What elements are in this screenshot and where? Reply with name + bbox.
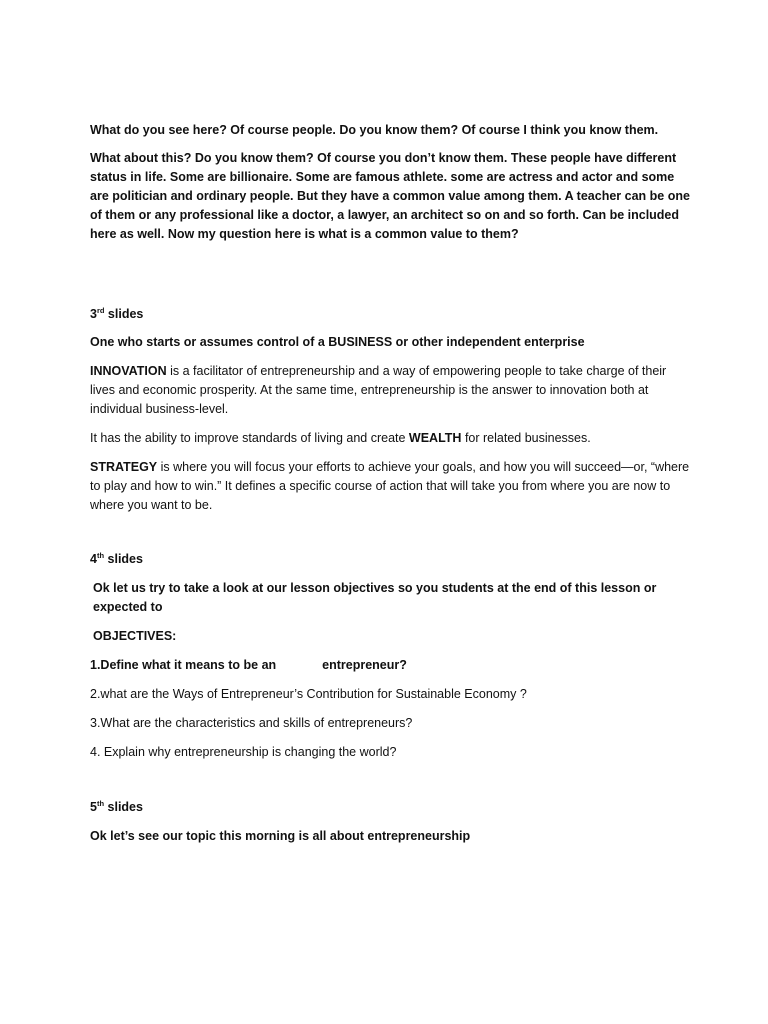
objectives-intro: Ok let us try to take a look at our lesson objectives so you students at the end of this lesson or expected to: [93, 581, 657, 614]
slide-4-label: slides: [104, 552, 143, 566]
wealth-pre: It has the ability to improve standards of living and create: [90, 431, 409, 445]
slide-3-ordinal: rd: [96, 305, 105, 315]
slide-5-label: slides: [104, 800, 143, 814]
topic-paragraph: Ok let’s see our topic this morning is all about entrepreneurship: [90, 829, 471, 843]
slide-5-ordinal: th: [96, 798, 105, 808]
slide-3-heading: [90, 305, 690, 324]
objectives-heading: OBJECTIVES:: [93, 629, 177, 643]
document-body: [90, 121, 690, 846]
objective-4: 4. Explain why entrepreneurship is changing the world?: [90, 745, 397, 759]
business-post: or other independent enterprise: [392, 335, 585, 349]
slide-5-number: 5: [90, 800, 97, 814]
intro-paragraph-2: What about this? Do you know them? Of course you don’t know them. These people have different status in life. Some are billionaire. Some are famous athlete. some are actress and actor and some are politician and ordinary people. But they have a common value among them. A teacher can be one of them or any professional like a doctor, a lawyer, an architect so on and so forth. Can be included here as well. Now my question here is what is a common value to them?: [90, 151, 690, 241]
objective-3: 3.What are the characteristics and skills of entrepreneurs?: [90, 716, 413, 730]
business-keyword: BUSINESS: [328, 335, 393, 349]
strategy-keyword: STRATEGY: [90, 460, 158, 474]
strategy-text: is where you will focus your efforts to achieve your goals, and how you will succeed—or, “where to play and how to win.” It defines a specific course of action that will take you from where you are now to where you want to be.: [90, 460, 690, 512]
intro-paragraph-1: What do you see here? Of course people. Do you know them? Of course I think you know them.: [90, 123, 659, 137]
strategy-paragraph: [90, 458, 690, 515]
slide-4-heading: [90, 550, 690, 569]
slide-5-heading: [90, 798, 690, 817]
slide-3-number: 3: [90, 307, 97, 321]
innovation-paragraph: [90, 362, 690, 419]
wealth-keyword: WEALTH: [408, 431, 462, 445]
objective-2: 2.what are the Ways of Entrepreneur’s Contribution for Sustainable Economy ?: [90, 687, 527, 701]
objective-1-end: entrepreneur?: [322, 658, 407, 672]
innovation-text: is a facilitator of entrepreneurship and a way of empowering people to take charge of their lives and economic prosperity. At the same time, entrepreneurship is the answer to innovation both at individual business-level.: [90, 364, 667, 416]
objective-1: [90, 656, 690, 675]
slide-4-number: 4: [90, 552, 97, 566]
wealth-paragraph: [90, 429, 690, 448]
wealth-post: for related businesses.: [461, 431, 591, 445]
business-pre: One who starts or assumes control of a: [90, 335, 329, 349]
business-definition: [90, 333, 690, 352]
slide-4-ordinal: th: [96, 550, 105, 560]
innovation-keyword: INNOVATION: [90, 364, 167, 378]
objective-1-start: 1.Define what it means to be an: [90, 658, 277, 672]
slide-3-label: slides: [104, 307, 144, 321]
